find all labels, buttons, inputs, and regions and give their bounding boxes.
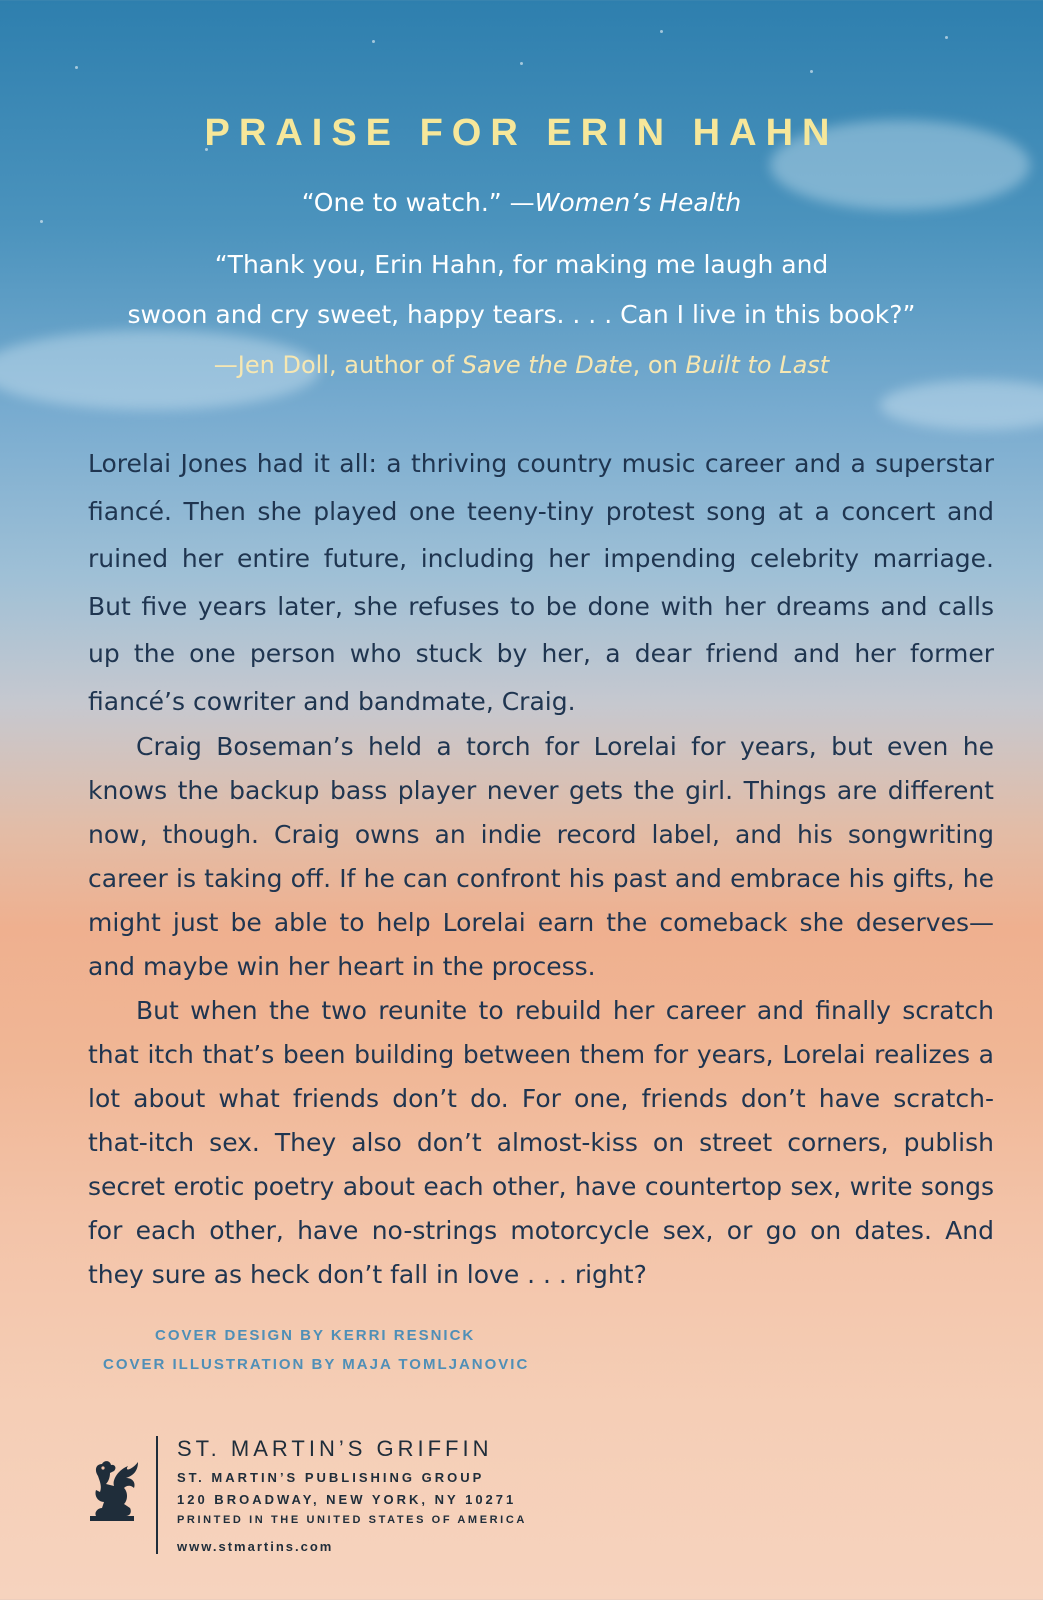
long-praise-line-1: “Thank you, Erin Hahn, for making me laugh and xyxy=(214,250,829,279)
publisher-group: ST. MARTIN’S PUBLISHING GROUP xyxy=(177,1470,485,1485)
star xyxy=(810,70,813,73)
star xyxy=(75,66,78,69)
quote-source: Women’s Health xyxy=(534,188,742,217)
quote-text: “One to watch.” — xyxy=(301,188,535,217)
publisher-divider xyxy=(156,1436,158,1554)
synopsis-paragraph-1: Lorelai Jones had it all: a thriving country music career and a superstar fiancé. Then she played one teeny-tiny protest song at a concert and ruined her entire future, including her impending celebrity marriage. But five years later, she refuses to be done with her dreams and calls up the one person who stuck by her, a dear friend and her former fiancé’s cowriter and bandmate, Craig. xyxy=(88,449,994,716)
attribution-book: Save the Date xyxy=(461,351,633,379)
printed-in-notice: PRINTED IN THE UNITED STATES OF AMERICA xyxy=(177,1514,527,1526)
synopsis-paragraph-2: Craig Boseman’s held a torch for Lorelai for years, but even he knows the backup bass player never gets the girl. Things are different now, though. Craig owns an indie record label, and his songwriting career is taking off. If he can confront his past and embrace his gifts, he might just be able to help Lorelai earn the comeback she deserves—and maybe win her heart in the process. xyxy=(88,732,994,981)
star xyxy=(520,62,523,65)
publisher-name: ST. MARTIN’S GRIFFIN xyxy=(177,1436,493,1461)
praise-quote-womens-health xyxy=(0,188,1043,217)
publisher-url[interactable]: www.stmartins.com xyxy=(177,1539,334,1554)
star xyxy=(372,40,375,43)
long-praise-line-2: swoon and cry sweet, happy tears. . . . Can I live in this book?” xyxy=(127,300,916,329)
star xyxy=(40,220,43,223)
publisher-address: 120 BROADWAY, NEW YORK, NY 10271 xyxy=(177,1492,517,1507)
cloud-right xyxy=(880,380,1043,430)
synopsis-paragraph-3: But when the two reunite to rebuild her career and finally scratch that itch that’s been building between them for years, Lorelai realizes a lot about what friends don’t do. For one, friends don’t have scratch-that-itch sex. They also don’t almost-kiss on street corners, publish secret erotic poetry about each other, have countertop sex, write songs for each other, have no-strings motorcycle sex, or go on dates. And they sure as heck don’t fall in love . . . right? xyxy=(88,996,994,1289)
attribution-reviewed-book: Built to Last xyxy=(685,351,830,379)
griffin-icon xyxy=(84,1456,142,1526)
star xyxy=(945,36,948,39)
attribution-mid: , on xyxy=(632,351,686,379)
star xyxy=(660,30,663,33)
praise-heading: PRAISE FOR ERIN HAHN xyxy=(204,112,839,154)
long-praise-attribution xyxy=(0,351,1043,379)
synopsis xyxy=(88,440,994,1297)
cover-illustration-credit: COVER ILLUSTRATION BY MAJA TOMLJANOVIC xyxy=(103,1356,530,1373)
attribution-prefix: —Jen Doll, author of xyxy=(213,351,462,379)
cover-design-credit: COVER DESIGN BY KERRI RESNICK xyxy=(155,1327,476,1344)
publisher-block xyxy=(84,1436,584,1556)
